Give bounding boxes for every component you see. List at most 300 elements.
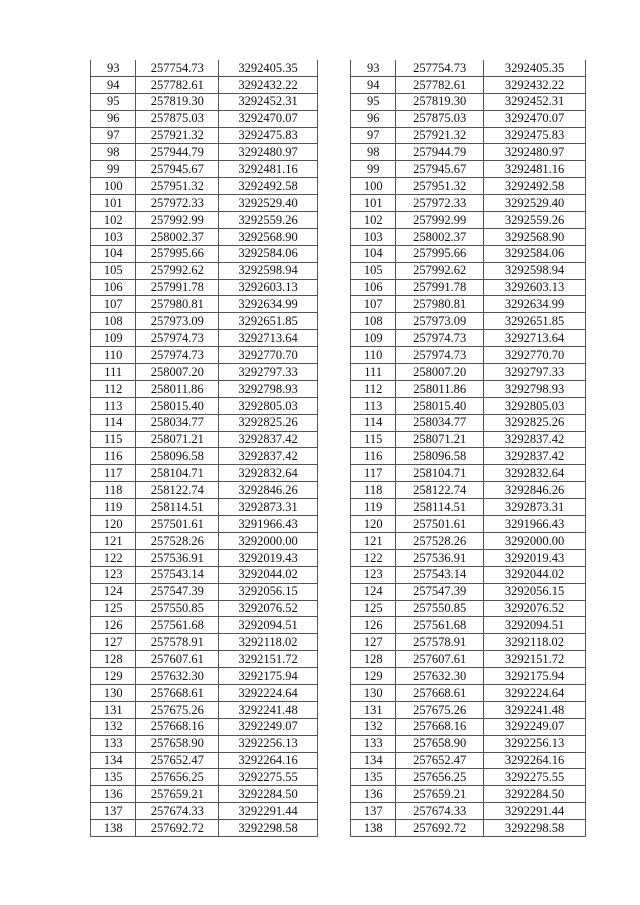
x-coordinate-cell: 257980.81 <box>396 296 484 313</box>
x-coordinate-cell: 257550.85 <box>396 600 484 617</box>
table-row <box>351 516 586 533</box>
table-row <box>91 313 318 330</box>
y-coordinate-cell: 3292291.44 <box>484 803 586 820</box>
y-coordinate-cell: 3292151.72 <box>219 651 318 668</box>
table-row <box>351 820 586 837</box>
table-row <box>91 617 318 634</box>
point-number-cell: 121 <box>351 532 396 549</box>
table-row <box>351 178 586 195</box>
x-coordinate-cell: 258114.51 <box>136 499 219 516</box>
y-coordinate-cell: 3292256.13 <box>219 735 318 752</box>
point-number-cell: 116 <box>91 448 136 465</box>
y-coordinate-cell: 3292797.33 <box>219 364 318 381</box>
y-coordinate-cell: 3292224.64 <box>219 684 318 701</box>
y-coordinate-cell: 3292284.50 <box>484 786 586 803</box>
table-row <box>351 93 586 110</box>
y-coordinate-cell: 3292151.72 <box>484 651 586 668</box>
y-coordinate-cell: 3292568.90 <box>484 228 586 245</box>
y-coordinate-cell: 3292275.55 <box>219 769 318 786</box>
point-number-cell: 99 <box>91 161 136 178</box>
table-row <box>351 262 586 279</box>
point-number-cell: 138 <box>91 820 136 837</box>
x-coordinate-cell: 257819.30 <box>136 93 219 110</box>
y-coordinate-cell: 3292432.22 <box>219 76 318 93</box>
point-number-cell: 107 <box>91 296 136 313</box>
y-coordinate-cell: 3292264.16 <box>219 752 318 769</box>
table-row <box>91 448 318 465</box>
y-coordinate-cell: 3292094.51 <box>219 617 318 634</box>
x-coordinate-cell: 257668.61 <box>396 684 484 701</box>
y-coordinate-cell: 3292825.26 <box>484 414 586 431</box>
point-number-cell: 98 <box>91 144 136 161</box>
point-number-cell: 109 <box>351 330 396 347</box>
y-coordinate-cell: 3292481.16 <box>484 161 586 178</box>
y-coordinate-cell: 3292284.50 <box>219 786 318 803</box>
table-row <box>91 195 318 212</box>
point-number-cell: 134 <box>91 752 136 769</box>
point-number-cell: 98 <box>351 144 396 161</box>
x-coordinate-cell: 258122.74 <box>396 482 484 499</box>
table-row <box>91 820 318 837</box>
x-coordinate-cell: 258002.37 <box>396 228 484 245</box>
x-coordinate-cell: 257692.72 <box>396 820 484 837</box>
table-row <box>91 330 318 347</box>
point-number-cell: 115 <box>91 431 136 448</box>
point-number-cell: 124 <box>351 583 396 600</box>
point-number-cell: 111 <box>91 364 136 381</box>
x-coordinate-cell: 257782.61 <box>396 76 484 93</box>
table-row <box>91 549 318 566</box>
y-coordinate-cell: 3292224.64 <box>484 684 586 701</box>
y-coordinate-cell: 3292405.35 <box>484 60 586 76</box>
y-coordinate-cell: 3292000.00 <box>484 532 586 549</box>
point-number-cell: 109 <box>91 330 136 347</box>
y-coordinate-cell: 3292076.52 <box>484 600 586 617</box>
x-coordinate-cell: 257659.21 <box>396 786 484 803</box>
x-coordinate-cell: 258071.21 <box>136 431 219 448</box>
point-number-cell: 114 <box>91 414 136 431</box>
y-coordinate-cell: 3292559.26 <box>219 212 318 229</box>
point-number-cell: 93 <box>351 60 396 76</box>
table-row <box>91 414 318 431</box>
y-coordinate-cell: 3292798.93 <box>219 380 318 397</box>
coordinate-table-right-body <box>351 60 586 836</box>
point-number-cell: 134 <box>351 752 396 769</box>
table-row <box>351 668 586 685</box>
point-number-cell: 101 <box>351 195 396 212</box>
point-number-cell: 138 <box>351 820 396 837</box>
table-row <box>351 380 586 397</box>
x-coordinate-cell: 257656.25 <box>396 769 484 786</box>
table-row <box>351 684 586 701</box>
y-coordinate-cell: 3291966.43 <box>484 516 586 533</box>
point-number-cell: 129 <box>91 668 136 685</box>
x-coordinate-cell: 257944.79 <box>396 144 484 161</box>
point-number-cell: 105 <box>351 262 396 279</box>
y-coordinate-cell: 3292175.94 <box>484 668 586 685</box>
y-coordinate-cell: 3292475.83 <box>219 127 318 144</box>
point-number-cell: 99 <box>351 161 396 178</box>
x-coordinate-cell: 258002.37 <box>136 228 219 245</box>
y-coordinate-cell: 3292584.06 <box>219 245 318 262</box>
table-row <box>91 583 318 600</box>
point-number-cell: 133 <box>351 735 396 752</box>
point-number-cell: 132 <box>91 718 136 735</box>
y-coordinate-cell: 3292275.55 <box>484 769 586 786</box>
point-number-cell: 100 <box>91 178 136 195</box>
point-number-cell: 119 <box>351 499 396 516</box>
table-row <box>91 431 318 448</box>
point-number-cell: 108 <box>91 313 136 330</box>
y-coordinate-cell: 3292837.42 <box>484 448 586 465</box>
y-coordinate-cell: 3292770.70 <box>484 347 586 364</box>
y-coordinate-cell: 3292432.22 <box>484 76 586 93</box>
x-coordinate-cell: 257992.99 <box>396 212 484 229</box>
table-row <box>351 769 586 786</box>
x-coordinate-cell: 258034.77 <box>396 414 484 431</box>
x-coordinate-cell: 257658.90 <box>136 735 219 752</box>
y-coordinate-cell: 3292480.97 <box>219 144 318 161</box>
x-coordinate-cell: 257668.16 <box>136 718 219 735</box>
table-row <box>91 769 318 786</box>
y-coordinate-cell: 3292118.02 <box>219 634 318 651</box>
point-number-cell: 126 <box>91 617 136 634</box>
point-number-cell: 97 <box>91 127 136 144</box>
table-row <box>351 313 586 330</box>
point-number-cell: 119 <box>91 499 136 516</box>
x-coordinate-cell: 257578.91 <box>136 634 219 651</box>
x-coordinate-cell: 257652.47 <box>136 752 219 769</box>
point-number-cell: 118 <box>351 482 396 499</box>
table-row <box>351 549 586 566</box>
point-number-cell: 118 <box>91 482 136 499</box>
point-number-cell: 110 <box>351 347 396 364</box>
point-number-cell: 136 <box>91 786 136 803</box>
point-number-cell: 129 <box>351 668 396 685</box>
point-number-cell: 116 <box>351 448 396 465</box>
y-coordinate-cell: 3292019.43 <box>219 549 318 566</box>
x-coordinate-cell: 257668.16 <box>396 718 484 735</box>
table-row <box>91 786 318 803</box>
x-coordinate-cell: 258015.40 <box>396 397 484 414</box>
x-coordinate-cell: 257819.30 <box>396 93 484 110</box>
table-row <box>91 752 318 769</box>
y-coordinate-cell: 3292713.64 <box>484 330 586 347</box>
table-row <box>91 735 318 752</box>
x-coordinate-cell: 257991.78 <box>136 279 219 296</box>
table-row <box>91 161 318 178</box>
y-coordinate-cell: 3292056.15 <box>219 583 318 600</box>
table-row <box>351 600 586 617</box>
y-coordinate-cell: 3292603.13 <box>219 279 318 296</box>
y-coordinate-cell: 3292249.07 <box>219 718 318 735</box>
y-coordinate-cell: 3292492.58 <box>219 178 318 195</box>
point-number-cell: 117 <box>351 465 396 482</box>
table-row <box>91 397 318 414</box>
point-number-cell: 122 <box>351 549 396 566</box>
y-coordinate-cell: 3292598.94 <box>219 262 318 279</box>
point-number-cell: 95 <box>351 93 396 110</box>
x-coordinate-cell: 257992.99 <box>136 212 219 229</box>
point-number-cell: 123 <box>91 566 136 583</box>
point-number-cell: 93 <box>91 60 136 76</box>
table-row <box>351 786 586 803</box>
table-row <box>91 532 318 549</box>
table-row <box>351 752 586 769</box>
y-coordinate-cell: 3292000.00 <box>219 532 318 549</box>
point-number-cell: 135 <box>91 769 136 786</box>
point-number-cell: 135 <box>351 769 396 786</box>
x-coordinate-cell: 257973.09 <box>396 313 484 330</box>
x-coordinate-cell: 257875.03 <box>136 110 219 127</box>
x-coordinate-cell: 257543.14 <box>136 566 219 583</box>
table-row <box>351 532 586 549</box>
table-row <box>91 482 318 499</box>
table-row <box>91 634 318 651</box>
y-coordinate-cell: 3292256.13 <box>484 735 586 752</box>
table-row <box>351 245 586 262</box>
x-coordinate-cell: 257875.03 <box>396 110 484 127</box>
table-row <box>351 499 586 516</box>
table-row <box>91 465 318 482</box>
x-coordinate-cell: 257992.62 <box>136 262 219 279</box>
x-coordinate-cell: 257972.33 <box>396 195 484 212</box>
point-number-cell: 123 <box>351 566 396 583</box>
x-coordinate-cell: 257974.73 <box>396 347 484 364</box>
y-coordinate-cell: 3292837.42 <box>219 431 318 448</box>
y-coordinate-cell: 3292291.44 <box>219 803 318 820</box>
y-coordinate-cell: 3292056.15 <box>484 583 586 600</box>
table-row <box>91 178 318 195</box>
table-row <box>351 617 586 634</box>
x-coordinate-cell: 257528.26 <box>136 532 219 549</box>
point-number-cell: 120 <box>351 516 396 533</box>
point-number-cell: 107 <box>351 296 396 313</box>
point-number-cell: 137 <box>91 803 136 820</box>
table-row <box>351 195 586 212</box>
table-row <box>351 718 586 735</box>
x-coordinate-cell: 258104.71 <box>136 465 219 482</box>
x-coordinate-cell: 258096.58 <box>396 448 484 465</box>
table-row <box>91 803 318 820</box>
x-coordinate-cell: 257547.39 <box>396 583 484 600</box>
table-row <box>91 110 318 127</box>
point-number-cell: 125 <box>91 600 136 617</box>
table-row <box>351 803 586 820</box>
y-coordinate-cell: 3292634.99 <box>219 296 318 313</box>
x-coordinate-cell: 257536.91 <box>136 549 219 566</box>
point-number-cell: 131 <box>91 701 136 718</box>
y-coordinate-cell: 3292470.07 <box>219 110 318 127</box>
table-row <box>91 93 318 110</box>
y-coordinate-cell: 3292118.02 <box>484 634 586 651</box>
point-number-cell: 121 <box>91 532 136 549</box>
point-number-cell: 102 <box>351 212 396 229</box>
point-number-cell: 103 <box>351 228 396 245</box>
point-number-cell: 131 <box>351 701 396 718</box>
x-coordinate-cell: 257528.26 <box>396 532 484 549</box>
y-coordinate-cell: 3292634.99 <box>484 296 586 313</box>
point-number-cell: 96 <box>91 110 136 127</box>
point-number-cell: 101 <box>91 195 136 212</box>
point-number-cell: 128 <box>351 651 396 668</box>
x-coordinate-cell: 257945.67 <box>396 161 484 178</box>
x-coordinate-cell: 257501.61 <box>136 516 219 533</box>
y-coordinate-cell: 3292873.31 <box>484 499 586 516</box>
x-coordinate-cell: 257607.61 <box>136 651 219 668</box>
table-row <box>351 566 586 583</box>
table-row <box>351 296 586 313</box>
point-number-cell: 127 <box>351 634 396 651</box>
point-number-cell: 113 <box>91 397 136 414</box>
point-number-cell: 122 <box>91 549 136 566</box>
point-number-cell: 120 <box>91 516 136 533</box>
point-number-cell: 104 <box>351 245 396 262</box>
x-coordinate-cell: 257550.85 <box>136 600 219 617</box>
y-coordinate-cell: 3292452.31 <box>219 93 318 110</box>
table-row <box>351 701 586 718</box>
y-coordinate-cell: 3292651.85 <box>484 313 586 330</box>
x-coordinate-cell: 257632.30 <box>396 668 484 685</box>
x-coordinate-cell: 257921.32 <box>136 127 219 144</box>
x-coordinate-cell: 257561.68 <box>396 617 484 634</box>
y-coordinate-cell: 3292405.35 <box>219 60 318 76</box>
y-coordinate-cell: 3292797.33 <box>484 364 586 381</box>
y-coordinate-cell: 3292832.64 <box>484 465 586 482</box>
point-number-cell: 104 <box>91 245 136 262</box>
y-coordinate-cell: 3292044.02 <box>484 566 586 583</box>
y-coordinate-cell: 3292241.48 <box>484 701 586 718</box>
point-number-cell: 137 <box>351 803 396 820</box>
x-coordinate-cell: 257674.33 <box>396 803 484 820</box>
table-row <box>91 127 318 144</box>
x-coordinate-cell: 257501.61 <box>396 516 484 533</box>
x-coordinate-cell: 258011.86 <box>396 380 484 397</box>
table-row <box>91 76 318 93</box>
table-row <box>351 76 586 93</box>
x-coordinate-cell: 257692.72 <box>136 820 219 837</box>
y-coordinate-cell: 3292044.02 <box>219 566 318 583</box>
y-coordinate-cell: 3292559.26 <box>484 212 586 229</box>
x-coordinate-cell: 257995.66 <box>396 245 484 262</box>
y-coordinate-cell: 3292873.31 <box>219 499 318 516</box>
x-coordinate-cell: 257561.68 <box>136 617 219 634</box>
point-number-cell: 124 <box>91 583 136 600</box>
table-row <box>91 212 318 229</box>
x-coordinate-cell: 257992.62 <box>396 262 484 279</box>
point-number-cell: 112 <box>351 380 396 397</box>
x-coordinate-cell: 257944.79 <box>136 144 219 161</box>
table-row <box>91 516 318 533</box>
y-coordinate-cell: 3292019.43 <box>484 549 586 566</box>
table-row <box>91 347 318 364</box>
x-coordinate-cell: 258114.51 <box>396 499 484 516</box>
x-coordinate-cell: 257536.91 <box>396 549 484 566</box>
x-coordinate-cell: 257782.61 <box>136 76 219 93</box>
point-number-cell: 113 <box>351 397 396 414</box>
point-number-cell: 94 <box>91 76 136 93</box>
x-coordinate-cell: 257668.61 <box>136 684 219 701</box>
table-row <box>351 144 586 161</box>
table-row <box>351 735 586 752</box>
table-row <box>351 364 586 381</box>
x-coordinate-cell: 257658.90 <box>396 735 484 752</box>
table-row <box>91 296 318 313</box>
table-row <box>351 330 586 347</box>
x-coordinate-cell: 257972.33 <box>136 195 219 212</box>
table-row <box>351 651 586 668</box>
y-coordinate-cell: 3292492.58 <box>484 178 586 195</box>
table-row <box>91 279 318 296</box>
point-number-cell: 111 <box>351 364 396 381</box>
table-row <box>351 110 586 127</box>
point-number-cell: 97 <box>351 127 396 144</box>
coordinate-table-left <box>90 60 318 837</box>
x-coordinate-cell: 257951.32 <box>396 178 484 195</box>
y-coordinate-cell: 3292846.26 <box>484 482 586 499</box>
x-coordinate-cell: 257980.81 <box>136 296 219 313</box>
point-number-cell: 103 <box>91 228 136 245</box>
table-row <box>351 279 586 296</box>
point-number-cell: 117 <box>91 465 136 482</box>
point-number-cell: 132 <box>351 718 396 735</box>
point-number-cell: 114 <box>351 414 396 431</box>
y-coordinate-cell: 3292568.90 <box>219 228 318 245</box>
y-coordinate-cell: 3292241.48 <box>219 701 318 718</box>
y-coordinate-cell: 3292837.42 <box>484 431 586 448</box>
x-coordinate-cell: 257754.73 <box>136 60 219 76</box>
table-row <box>351 465 586 482</box>
point-number-cell: 108 <box>351 313 396 330</box>
y-coordinate-cell: 3292713.64 <box>219 330 318 347</box>
point-number-cell: 110 <box>91 347 136 364</box>
x-coordinate-cell: 257547.39 <box>136 583 219 600</box>
y-coordinate-cell: 3292846.26 <box>219 482 318 499</box>
table-row <box>91 144 318 161</box>
point-number-cell: 106 <box>351 279 396 296</box>
table-row <box>91 701 318 718</box>
table-row <box>91 718 318 735</box>
x-coordinate-cell: 257578.91 <box>396 634 484 651</box>
x-coordinate-cell: 257991.78 <box>396 279 484 296</box>
table-row <box>351 397 586 414</box>
x-coordinate-cell: 258007.20 <box>396 364 484 381</box>
x-coordinate-cell: 257945.67 <box>136 161 219 178</box>
x-coordinate-cell: 257632.30 <box>136 668 219 685</box>
point-number-cell: 125 <box>351 600 396 617</box>
point-number-cell: 106 <box>91 279 136 296</box>
table-row <box>91 684 318 701</box>
x-coordinate-cell: 258015.40 <box>136 397 219 414</box>
y-coordinate-cell: 3292298.58 <box>219 820 318 837</box>
x-coordinate-cell: 258034.77 <box>136 414 219 431</box>
y-coordinate-cell: 3292770.70 <box>219 347 318 364</box>
table-row <box>91 245 318 262</box>
table-row <box>91 651 318 668</box>
point-number-cell: 126 <box>351 617 396 634</box>
y-coordinate-cell: 3292480.97 <box>484 144 586 161</box>
table-row <box>91 499 318 516</box>
x-coordinate-cell: 257675.26 <box>396 701 484 718</box>
table-row <box>351 448 586 465</box>
coordinate-table-left-body <box>91 60 318 836</box>
table-row <box>351 583 586 600</box>
y-coordinate-cell: 3292651.85 <box>219 313 318 330</box>
table-row <box>351 634 586 651</box>
x-coordinate-cell: 257607.61 <box>396 651 484 668</box>
point-number-cell: 96 <box>351 110 396 127</box>
table-row <box>351 431 586 448</box>
